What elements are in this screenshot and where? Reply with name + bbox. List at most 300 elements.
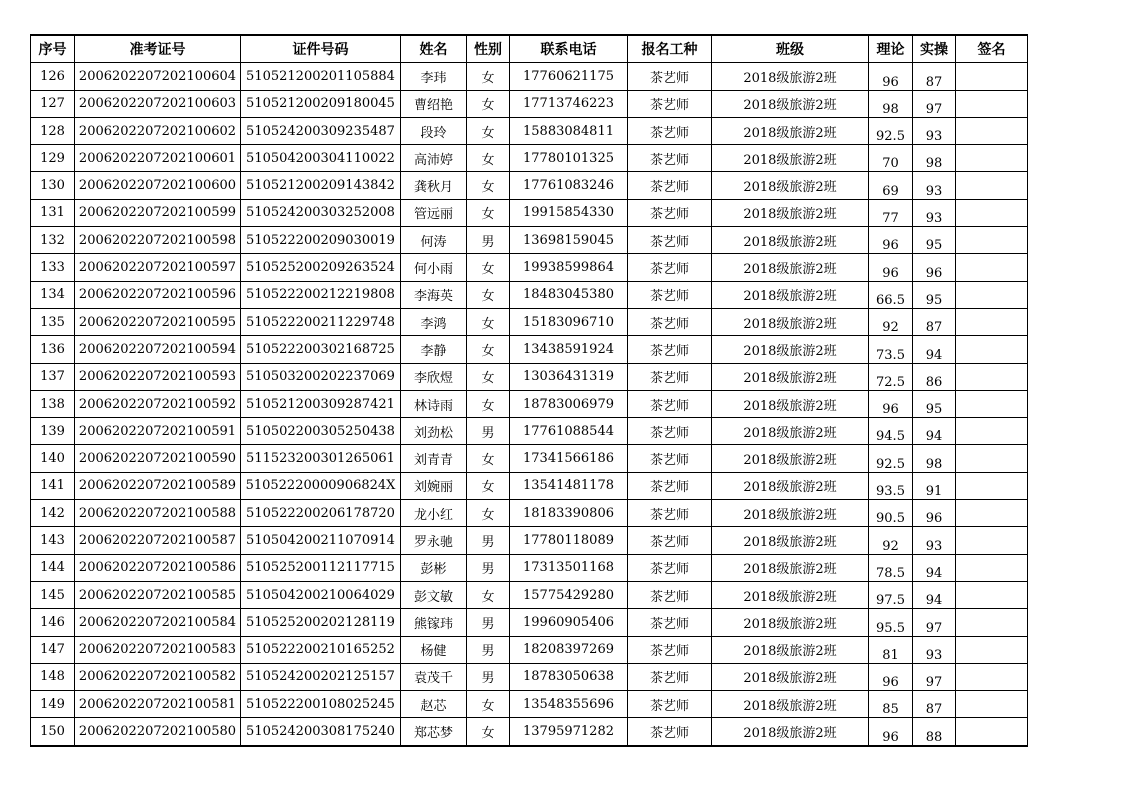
cell-theory-score: 92.5 — [869, 117, 913, 144]
cell-phone: 18183390806 — [510, 500, 628, 527]
table-row — [31, 336, 1028, 363]
header-theory: 理论 — [869, 35, 913, 63]
cell-gender: 女 — [467, 281, 510, 308]
cell-signature — [956, 472, 1028, 499]
cell-name: 李静 — [401, 336, 467, 363]
cell-signature — [956, 172, 1028, 199]
cell-index: 150 — [31, 718, 75, 746]
cell-theory-score: 96 — [869, 663, 913, 690]
cell-practice-score: 98 — [913, 445, 956, 472]
cell-class: 2018级旅游2班 — [712, 227, 869, 254]
cell-theory-score: 96 — [869, 254, 913, 281]
cell-exam-id: 2006202207202100596 — [75, 281, 241, 308]
cell-practice-score: 96 — [913, 254, 956, 281]
cell-name: 刘青青 — [401, 445, 467, 472]
cell-index: 136 — [31, 336, 75, 363]
cell-name: 管远丽 — [401, 199, 467, 226]
cell-name: 郑芯梦 — [401, 718, 467, 746]
cell-gender: 女 — [467, 336, 510, 363]
cell-gender: 男 — [467, 636, 510, 663]
cell-exam-id: 2006202207202100586 — [75, 554, 241, 581]
table-row — [31, 90, 1028, 117]
cell-index: 145 — [31, 581, 75, 608]
cell-phone: 17761083246 — [510, 172, 628, 199]
cell-index: 131 — [31, 199, 75, 226]
header-name: 姓名 — [401, 35, 467, 63]
cell-gender: 女 — [467, 308, 510, 335]
cell-signature — [956, 581, 1028, 608]
cell-signature — [956, 418, 1028, 445]
cell-trade: 茶艺师 — [628, 363, 712, 390]
header-practice: 实操 — [913, 35, 956, 63]
cell-signature — [956, 63, 1028, 90]
cell-gender: 男 — [467, 609, 510, 636]
cell-exam-id: 2006202207202100592 — [75, 390, 241, 417]
cell-index: 143 — [31, 527, 75, 554]
cell-practice-score: 87 — [913, 691, 956, 718]
cell-class: 2018级旅游2班 — [712, 418, 869, 445]
cell-phone: 15883084811 — [510, 117, 628, 144]
cell-theory-score: 90.5 — [869, 500, 913, 527]
cell-exam-id: 2006202207202100603 — [75, 90, 241, 117]
cell-index: 148 — [31, 663, 75, 690]
cell-practice-score: 93 — [913, 117, 956, 144]
cell-phone: 13795971282 — [510, 718, 628, 746]
exam-roster-table — [30, 34, 1028, 747]
table-row — [31, 363, 1028, 390]
cell-signature — [956, 90, 1028, 117]
cell-exam-id: 2006202207202100594 — [75, 336, 241, 363]
cell-gender: 女 — [467, 691, 510, 718]
cell-id-number: 510525200209263524 — [241, 254, 401, 281]
cell-phone: 18208397269 — [510, 636, 628, 663]
cell-theory-score: 96 — [869, 390, 913, 417]
cell-gender: 女 — [467, 145, 510, 172]
cell-practice-score: 88 — [913, 718, 956, 746]
cell-class: 2018级旅游2班 — [712, 718, 869, 746]
cell-trade: 茶艺师 — [628, 691, 712, 718]
cell-exam-id: 2006202207202100590 — [75, 445, 241, 472]
cell-class: 2018级旅游2班 — [712, 63, 869, 90]
cell-exam-id: 2006202207202100582 — [75, 663, 241, 690]
cell-trade: 茶艺师 — [628, 145, 712, 172]
cell-exam-id: 2006202207202100585 — [75, 581, 241, 608]
cell-signature — [956, 281, 1028, 308]
cell-trade: 茶艺师 — [628, 472, 712, 499]
cell-signature — [956, 663, 1028, 690]
cell-id-number: 510521200209180045 — [241, 90, 401, 117]
cell-signature — [956, 254, 1028, 281]
cell-gender: 女 — [467, 445, 510, 472]
cell-phone: 13698159045 — [510, 227, 628, 254]
cell-trade: 茶艺师 — [628, 90, 712, 117]
cell-name: 林诗雨 — [401, 390, 467, 417]
cell-practice-score: 98 — [913, 145, 956, 172]
cell-theory-score: 81 — [869, 636, 913, 663]
cell-theory-score: 73.5 — [869, 336, 913, 363]
cell-gender: 女 — [467, 63, 510, 90]
cell-trade: 茶艺师 — [628, 390, 712, 417]
cell-id-number: 510522200209030019 — [241, 227, 401, 254]
cell-class: 2018级旅游2班 — [712, 90, 869, 117]
cell-signature — [956, 145, 1028, 172]
cell-id-number: 510503200202237069 — [241, 363, 401, 390]
cell-index: 132 — [31, 227, 75, 254]
cell-theory-score: 92 — [869, 527, 913, 554]
cell-class: 2018级旅游2班 — [712, 609, 869, 636]
cell-id-number: 510502200305250438 — [241, 418, 401, 445]
cell-practice-score: 86 — [913, 363, 956, 390]
cell-exam-id: 2006202207202100587 — [75, 527, 241, 554]
table-row — [31, 418, 1028, 445]
cell-theory-score: 95.5 — [869, 609, 913, 636]
cell-name: 何小雨 — [401, 254, 467, 281]
cell-signature — [956, 117, 1028, 144]
cell-gender: 女 — [467, 90, 510, 117]
cell-practice-score: 95 — [913, 227, 956, 254]
cell-signature — [956, 500, 1028, 527]
cell-trade: 茶艺师 — [628, 636, 712, 663]
cell-name: 段玲 — [401, 117, 467, 144]
cell-index: 128 — [31, 117, 75, 144]
cell-signature — [956, 554, 1028, 581]
cell-phone: 17780101325 — [510, 145, 628, 172]
cell-trade: 茶艺师 — [628, 527, 712, 554]
cell-exam-id: 2006202207202100597 — [75, 254, 241, 281]
cell-trade: 茶艺师 — [628, 581, 712, 608]
cell-practice-score: 95 — [913, 281, 956, 308]
cell-id-number: 510524200202125157 — [241, 663, 401, 690]
cell-id-number: 510522200206178720 — [241, 500, 401, 527]
cell-class: 2018级旅游2班 — [712, 363, 869, 390]
cell-phone: 18783050638 — [510, 663, 628, 690]
cell-practice-score: 91 — [913, 472, 956, 499]
cell-name: 彭文敏 — [401, 581, 467, 608]
cell-trade: 茶艺师 — [628, 254, 712, 281]
cell-exam-id: 2006202207202100602 — [75, 117, 241, 144]
cell-practice-score: 93 — [913, 172, 956, 199]
cell-trade: 茶艺师 — [628, 554, 712, 581]
cell-phone: 13438591924 — [510, 336, 628, 363]
cell-index: 142 — [31, 500, 75, 527]
cell-signature — [956, 718, 1028, 746]
cell-index: 135 — [31, 308, 75, 335]
cell-name: 刘婉丽 — [401, 472, 467, 499]
cell-phone: 19960905406 — [510, 609, 628, 636]
cell-name: 高沛婷 — [401, 145, 467, 172]
header-exam-id: 准考证号 — [75, 35, 241, 63]
cell-phone: 17341566186 — [510, 445, 628, 472]
cell-id-number: 510521200209143842 — [241, 172, 401, 199]
cell-signature — [956, 527, 1028, 554]
cell-name: 何涛 — [401, 227, 467, 254]
cell-id-number: 510522200108025245 — [241, 691, 401, 718]
cell-trade: 茶艺师 — [628, 172, 712, 199]
cell-gender: 女 — [467, 390, 510, 417]
header-phone: 联系电话 — [510, 35, 628, 63]
cell-id-number: 510524200309235487 — [241, 117, 401, 144]
cell-practice-score: 87 — [913, 63, 956, 90]
cell-index: 137 — [31, 363, 75, 390]
cell-class: 2018级旅游2班 — [712, 581, 869, 608]
cell-exam-id: 2006202207202100580 — [75, 718, 241, 746]
cell-theory-score: 66.5 — [869, 281, 913, 308]
cell-trade: 茶艺师 — [628, 117, 712, 144]
cell-class: 2018级旅游2班 — [712, 336, 869, 363]
cell-signature — [956, 308, 1028, 335]
cell-name: 李海英 — [401, 281, 467, 308]
table-row — [31, 554, 1028, 581]
cell-index: 144 — [31, 554, 75, 581]
table-row — [31, 199, 1028, 226]
cell-gender: 女 — [467, 172, 510, 199]
cell-class: 2018级旅游2班 — [712, 254, 869, 281]
cell-id-number: 510524200308175240 — [241, 718, 401, 746]
cell-phone: 17313501168 — [510, 554, 628, 581]
cell-gender: 女 — [467, 500, 510, 527]
cell-phone: 19938599864 — [510, 254, 628, 281]
cell-signature — [956, 636, 1028, 663]
cell-class: 2018级旅游2班 — [712, 172, 869, 199]
cell-exam-id: 2006202207202100581 — [75, 691, 241, 718]
cell-id-number: 510524200303252008 — [241, 199, 401, 226]
cell-id-number: 510522200211229748 — [241, 308, 401, 335]
header-index: 序号 — [31, 35, 75, 63]
cell-exam-id: 2006202207202100583 — [75, 636, 241, 663]
cell-exam-id: 2006202207202100599 — [75, 199, 241, 226]
cell-index: 134 — [31, 281, 75, 308]
cell-theory-score: 97.5 — [869, 581, 913, 608]
cell-class: 2018级旅游2班 — [712, 472, 869, 499]
cell-class: 2018级旅游2班 — [712, 390, 869, 417]
cell-trade: 茶艺师 — [628, 227, 712, 254]
cell-practice-score: 97 — [913, 609, 956, 636]
cell-theory-score: 98 — [869, 90, 913, 117]
cell-name: 龙小红 — [401, 500, 467, 527]
cell-id-number: 510522200302168725 — [241, 336, 401, 363]
cell-practice-score: 87 — [913, 308, 956, 335]
cell-theory-score: 92 — [869, 308, 913, 335]
cell-signature — [956, 691, 1028, 718]
table-row — [31, 718, 1028, 746]
cell-index: 133 — [31, 254, 75, 281]
cell-class: 2018级旅游2班 — [712, 281, 869, 308]
cell-index: 146 — [31, 609, 75, 636]
cell-name: 李欣煜 — [401, 363, 467, 390]
cell-name: 刘劲松 — [401, 418, 467, 445]
cell-class: 2018级旅游2班 — [712, 445, 869, 472]
cell-theory-score: 78.5 — [869, 554, 913, 581]
cell-class: 2018级旅游2班 — [712, 554, 869, 581]
cell-class: 2018级旅游2班 — [712, 308, 869, 335]
cell-name: 龚秋月 — [401, 172, 467, 199]
cell-practice-score: 93 — [913, 636, 956, 663]
cell-id-number: 51052220000906824X — [241, 472, 401, 499]
cell-practice-score: 93 — [913, 527, 956, 554]
cell-theory-score: 96 — [869, 718, 913, 746]
header-id-number: 证件号码 — [241, 35, 401, 63]
header-class: 班级 — [712, 35, 869, 63]
table-row — [31, 445, 1028, 472]
cell-id-number: 510525200202128119 — [241, 609, 401, 636]
cell-practice-score: 97 — [913, 90, 956, 117]
cell-trade: 茶艺师 — [628, 500, 712, 527]
cell-phone: 13541481178 — [510, 472, 628, 499]
cell-name: 罗永驰 — [401, 527, 467, 554]
cell-class: 2018级旅游2班 — [712, 636, 869, 663]
cell-name: 李玮 — [401, 63, 467, 90]
cell-trade: 茶艺师 — [628, 308, 712, 335]
cell-practice-score: 94 — [913, 418, 956, 445]
cell-exam-id: 2006202207202100591 — [75, 418, 241, 445]
cell-practice-score: 95 — [913, 390, 956, 417]
cell-theory-score: 70 — [869, 145, 913, 172]
cell-name: 杨健 — [401, 636, 467, 663]
cell-theory-score: 93.5 — [869, 472, 913, 499]
cell-index: 147 — [31, 636, 75, 663]
cell-practice-score: 97 — [913, 663, 956, 690]
table-row — [31, 145, 1028, 172]
cell-trade: 茶艺师 — [628, 199, 712, 226]
cell-id-number: 510522200210165252 — [241, 636, 401, 663]
table-row — [31, 308, 1028, 335]
cell-exam-id: 2006202207202100584 — [75, 609, 241, 636]
cell-id-number: 510504200210064029 — [241, 581, 401, 608]
table-row — [31, 281, 1028, 308]
cell-gender: 男 — [467, 227, 510, 254]
cell-exam-id: 2006202207202100588 — [75, 500, 241, 527]
cell-index: 140 — [31, 445, 75, 472]
cell-trade: 茶艺师 — [628, 445, 712, 472]
cell-theory-score: 85 — [869, 691, 913, 718]
cell-phone: 17780118089 — [510, 527, 628, 554]
cell-phone: 19915854330 — [510, 199, 628, 226]
cell-trade: 茶艺师 — [628, 63, 712, 90]
cell-exam-id: 2006202207202100593 — [75, 363, 241, 390]
table-row — [31, 117, 1028, 144]
cell-gender: 男 — [467, 663, 510, 690]
cell-gender: 女 — [467, 117, 510, 144]
cell-practice-score: 93 — [913, 199, 956, 226]
cell-phone: 13548355696 — [510, 691, 628, 718]
cell-phone: 17761088544 — [510, 418, 628, 445]
cell-phone: 15183096710 — [510, 308, 628, 335]
cell-index: 139 — [31, 418, 75, 445]
cell-name: 李鸿 — [401, 308, 467, 335]
header-signature: 签名 — [956, 35, 1028, 63]
cell-index: 129 — [31, 145, 75, 172]
table-row — [31, 472, 1028, 499]
cell-signature — [956, 363, 1028, 390]
cell-index: 130 — [31, 172, 75, 199]
cell-index: 127 — [31, 90, 75, 117]
cell-name: 彭彬 — [401, 554, 467, 581]
cell-practice-score: 94 — [913, 554, 956, 581]
cell-class: 2018级旅游2班 — [712, 117, 869, 144]
cell-theory-score: 96 — [869, 227, 913, 254]
cell-id-number: 510522200212219808 — [241, 281, 401, 308]
cell-gender: 男 — [467, 418, 510, 445]
table-row — [31, 227, 1028, 254]
table-row — [31, 63, 1028, 90]
table-row — [31, 500, 1028, 527]
cell-class: 2018级旅游2班 — [712, 500, 869, 527]
cell-practice-score: 94 — [913, 336, 956, 363]
cell-signature — [956, 227, 1028, 254]
cell-class: 2018级旅游2班 — [712, 663, 869, 690]
cell-theory-score: 94.5 — [869, 418, 913, 445]
table-row — [31, 691, 1028, 718]
table-row — [31, 636, 1028, 663]
cell-trade: 茶艺师 — [628, 718, 712, 746]
cell-id-number: 510504200304110022 — [241, 145, 401, 172]
cell-phone: 17713746223 — [510, 90, 628, 117]
table-row — [31, 390, 1028, 417]
cell-signature — [956, 199, 1028, 226]
cell-name: 赵芯 — [401, 691, 467, 718]
table-row — [31, 663, 1028, 690]
table-row — [31, 581, 1028, 608]
table-row — [31, 172, 1028, 199]
cell-class: 2018级旅游2班 — [712, 145, 869, 172]
cell-theory-score: 77 — [869, 199, 913, 226]
table-row — [31, 254, 1028, 281]
table-row — [31, 527, 1028, 554]
cell-trade: 茶艺师 — [628, 609, 712, 636]
cell-gender: 男 — [467, 554, 510, 581]
cell-exam-id: 2006202207202100595 — [75, 308, 241, 335]
cell-gender: 女 — [467, 363, 510, 390]
cell-phone: 17760621175 — [510, 63, 628, 90]
cell-name: 曹绍艳 — [401, 90, 467, 117]
cell-id-number: 510525200112117715 — [241, 554, 401, 581]
cell-gender: 男 — [467, 527, 510, 554]
cell-gender: 女 — [467, 581, 510, 608]
cell-theory-score: 72.5 — [869, 363, 913, 390]
cell-index: 138 — [31, 390, 75, 417]
cell-theory-score: 69 — [869, 172, 913, 199]
cell-trade: 茶艺师 — [628, 663, 712, 690]
cell-exam-id: 2006202207202100598 — [75, 227, 241, 254]
cell-name: 袁茂千 — [401, 663, 467, 690]
roster-sheet — [30, 34, 1028, 747]
cell-theory-score: 96 — [869, 63, 913, 90]
cell-practice-score: 94 — [913, 581, 956, 608]
cell-class: 2018级旅游2班 — [712, 527, 869, 554]
cell-signature — [956, 390, 1028, 417]
cell-index: 126 — [31, 63, 75, 90]
cell-name: 熊镓玮 — [401, 609, 467, 636]
cell-signature — [956, 445, 1028, 472]
cell-theory-score: 92.5 — [869, 445, 913, 472]
header-row — [31, 35, 1028, 63]
cell-trade: 茶艺师 — [628, 418, 712, 445]
cell-id-number: 511523200301265061 — [241, 445, 401, 472]
cell-gender: 女 — [467, 718, 510, 746]
cell-index: 141 — [31, 472, 75, 499]
cell-signature — [956, 609, 1028, 636]
cell-phone: 18783006979 — [510, 390, 628, 417]
cell-practice-score: 96 — [913, 500, 956, 527]
cell-phone: 13036431319 — [510, 363, 628, 390]
cell-phone: 18483045380 — [510, 281, 628, 308]
cell-exam-id: 2006202207202100589 — [75, 472, 241, 499]
cell-exam-id: 2006202207202100600 — [75, 172, 241, 199]
roster-body — [31, 63, 1028, 746]
cell-signature — [956, 336, 1028, 363]
cell-trade: 茶艺师 — [628, 281, 712, 308]
table-row — [31, 609, 1028, 636]
